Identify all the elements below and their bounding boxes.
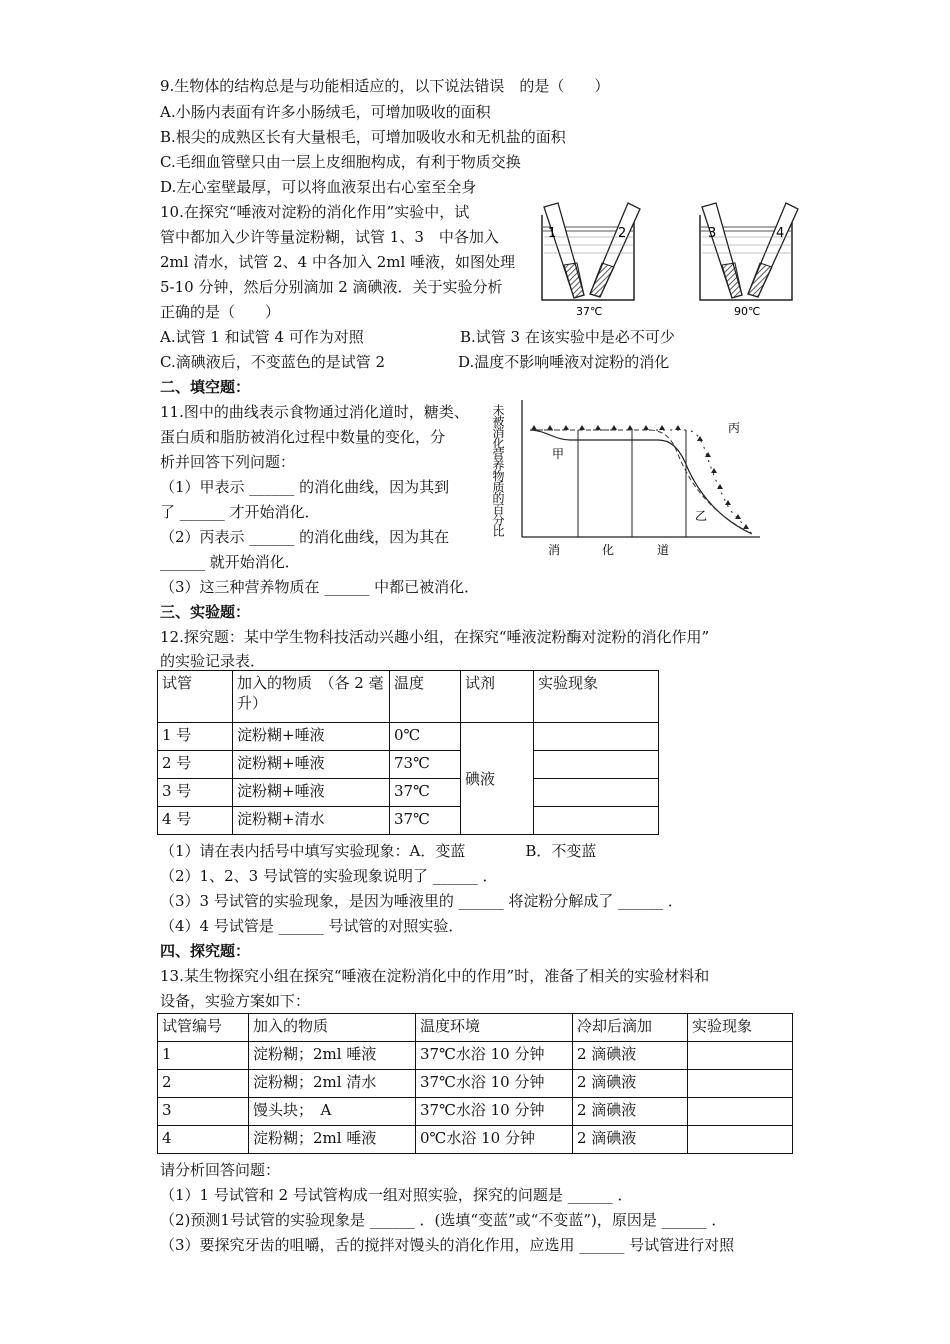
header-cell: 实验现象 [688, 1014, 793, 1042]
cell-tube: 4 号 [158, 807, 233, 835]
tube-3-label: 3 [708, 226, 717, 241]
q10-stem-line: 管中都加入少许等量淀粉糊，试管 1、3 中各加入 [160, 228, 499, 246]
cell-result[interactable] [688, 1042, 793, 1070]
table-row [158, 1126, 793, 1154]
q11-line: 了 ______ 才开始消化． [160, 503, 320, 521]
cell-id: 1 [158, 1042, 249, 1070]
cell-result[interactable] [688, 1070, 793, 1098]
beaker-figure [530, 195, 810, 320]
q12-question: （3）3 号试管的实验现象，是因为唾液里的 ______ 将淀粉分解成了 ______ ． [160, 892, 683, 910]
q12-stem-line: 的实验记录表． [160, 652, 266, 670]
header-cell: 温度 [390, 671, 461, 723]
curve-bing-markers [531, 425, 749, 529]
cell-result[interactable] [534, 751, 659, 779]
tube-1-label: 1 [548, 226, 557, 241]
section-heading: 三、实验题： [160, 603, 251, 621]
q13-question: （3）要探究牙齿的咀嚼，舌的搅拌对馒头的消化作用，应选用 ______ 号试管进行对照 [160, 1236, 735, 1254]
cell-tube: 1 号 [158, 723, 233, 751]
header-cell: 试管 [158, 671, 233, 723]
x-label-3: 道 [657, 543, 670, 557]
cell-env: 37℃水浴 10 分钟 [416, 1098, 573, 1126]
header-cell: 实验现象 [534, 671, 659, 723]
q13-stem-line: 设备，实验方案如下： [160, 992, 311, 1010]
q11-line: 蛋白质和脂肪被消化过程中数量的变化，分 [160, 428, 446, 446]
cell-drop: 2 滴碘液 [573, 1042, 688, 1070]
cell-reagent: 碘液 [461, 723, 534, 835]
q13-question: （2)预测1号试管的实验现象是 ______ ．(选填“变蓝”或“不变蓝”)，原因是 ______ ． [160, 1211, 727, 1229]
table-row [158, 807, 659, 835]
q10-stem-line: 正确的是（ ） [160, 303, 281, 321]
cell-substance: 淀粉糊；2ml 唾液 [249, 1042, 416, 1070]
cell-substance: 淀粉糊+清水 [233, 807, 390, 835]
cell-result[interactable] [688, 1126, 793, 1154]
q12-question: （2）1、2、3 号试管的实验现象说明了 ______ ． [160, 867, 498, 885]
q13-after: 请分析回答问题： [160, 1161, 281, 1179]
cell-id: 2 [158, 1070, 249, 1098]
cell-substance: 淀粉糊+唾液 [233, 723, 390, 751]
header-cell: 试管编号 [158, 1014, 249, 1042]
cell-env: 37℃水浴 10 分钟 [416, 1070, 573, 1098]
cell-tube: 3 号 [158, 779, 233, 807]
cell-temp: 0℃ [390, 723, 461, 751]
x-label-1: 消 [548, 543, 561, 557]
q11-line: ______ 就开始消化． [160, 553, 300, 571]
curve-yi [530, 430, 752, 534]
cell-env: 0℃水浴 10 分钟 [416, 1126, 573, 1154]
cell-drop: 2 滴碘液 [573, 1098, 688, 1126]
q11-line: 11.图中的曲线表示食物通过消化道时，糖类、 [160, 403, 469, 421]
q12-question: （4）4 号试管是 ______ 号试管的对照实验． [160, 917, 464, 935]
q11-line: 析并回答下列问题： [160, 453, 296, 471]
header-cell: 加入的物质 （各 2 毫升） [233, 671, 390, 723]
cell-substance: 馒头块； A [249, 1098, 416, 1126]
table-row [158, 1098, 793, 1126]
table-header-row [158, 671, 659, 723]
cell-result[interactable] [534, 779, 659, 807]
q13-table [157, 1013, 793, 1154]
q13-stem-line: 13.某生物探究小组在探究“唾液在淀粉消化中的作用”时，准备了相关的实验材料和 [160, 967, 710, 985]
cell-id: 4 [158, 1126, 249, 1154]
section-heading: 四、探究题： [160, 942, 251, 960]
cell-result[interactable] [534, 807, 659, 835]
q12-question: （1）请在表内括号中填写实验现象：A．变蓝 B．不变蓝 [160, 842, 597, 860]
q12-table [157, 670, 659, 835]
beaker-left [542, 203, 640, 318]
q13-question: （1）1 号试管和 2 号试管构成一组对照实验，探究的问题是 ______ ． [160, 1186, 633, 1204]
cell-drop: 2 滴碘液 [573, 1070, 688, 1098]
header-cell: 加入的物质 [249, 1014, 416, 1042]
q10-stem-line: 5-10 分钟，然后分别滴加 2 滴碘液．关于实验分析 [160, 278, 503, 296]
q9-option-a: A.小肠内表面有许多小肠绒毛，可增加吸收的面积 [160, 103, 491, 121]
q9-option-b: B.根尖的成熟区长有大量根毛，可增加吸收水和无机盐的面积 [160, 128, 566, 146]
q11-line: （1）甲表示 ______ 的消化曲线，因为其到 [160, 478, 450, 496]
cell-tube: 2 号 [158, 751, 233, 779]
q10-option-a: A.试管 1 和试管 4 可作为对照 [160, 328, 364, 346]
cell-temp: 73℃ [390, 751, 461, 779]
tube-4-label: 4 [776, 226, 785, 241]
table-header-row [158, 1014, 793, 1042]
curve-jia [530, 430, 752, 534]
cell-result[interactable] [534, 723, 659, 751]
cell-substance: 淀粉糊+唾液 [233, 751, 390, 779]
cell-substance: 淀粉糊；2ml 唾液 [249, 1126, 416, 1154]
cell-temp: 37℃ [390, 807, 461, 835]
table-row [158, 751, 659, 779]
q12-stem-line: 12.探究题：某中学生物科技活动兴趣小组，在探究“唾液淀粉酶对淀粉的消化作用” [160, 628, 710, 646]
q10-option-b: B.试管 3 在该实验中是必不可少 [460, 328, 675, 346]
header-cell: 冷却后滴加 [573, 1014, 688, 1042]
q11-line: （3）这三种营养物质在 ______ 中都已被消化． [160, 578, 480, 596]
q10-option-c: C.滴碘液后，不变蓝色的是试管 2 [160, 353, 386, 371]
header-cell: 温度环境 [416, 1014, 573, 1042]
section-heading: 二、填空题： [160, 378, 251, 396]
beaker-right-temp: 90℃ [734, 305, 761, 318]
cell-temp: 37℃ [390, 779, 461, 807]
table-row [158, 779, 659, 807]
q10-option-d: D.温度不影响唾液对淀粉的消化 [458, 353, 670, 371]
cell-substance: 淀粉糊；2ml 清水 [249, 1070, 416, 1098]
table-row [158, 723, 659, 751]
beaker-left-temp: 37℃ [576, 305, 603, 318]
beaker-right [700, 203, 798, 318]
label-yi: 乙 [695, 509, 708, 523]
label-jia: 甲 [552, 447, 565, 461]
x-label-2: 化 [602, 543, 615, 557]
cell-substance: 淀粉糊+唾液 [233, 779, 390, 807]
cell-env: 37℃水浴 10 分钟 [416, 1042, 573, 1070]
table-row [158, 1042, 793, 1070]
q11-line: （2）丙表示 ______ 的消化曲线，因为其在 [160, 528, 450, 546]
cell-drop: 2 滴碘液 [573, 1126, 688, 1154]
curve-bing [530, 430, 752, 534]
q9-option-c: C.毛细血管壁只由一层上皮细胞构成，有利于物质交换 [160, 153, 521, 171]
digestion-chart [490, 392, 780, 560]
header-cell: 试剂 [461, 671, 534, 723]
cell-result[interactable] [688, 1098, 793, 1126]
chart-y-label: 未被消化营养物质的百分比 [491, 404, 505, 536]
q10-stem-line: 2ml 清水，试管 2、4 中各加入 2ml 唾液，如图处理 [160, 253, 516, 271]
cell-id: 3 [158, 1098, 249, 1126]
q10-stem-line: 10.在探究“唾液对淀粉的消化作用”实验中，试 [160, 203, 470, 221]
tube-2-label: 2 [618, 226, 627, 241]
table-row [158, 1070, 793, 1098]
q9-option-d: D.左心室壁最厚，可以将血液泵出右心室至全身 [160, 178, 477, 196]
q9-stem: 9.生物体的结构总是与功能相适应的，以下说法错误 的是（ ） [160, 77, 610, 95]
label-bing: 丙 [728, 421, 741, 435]
